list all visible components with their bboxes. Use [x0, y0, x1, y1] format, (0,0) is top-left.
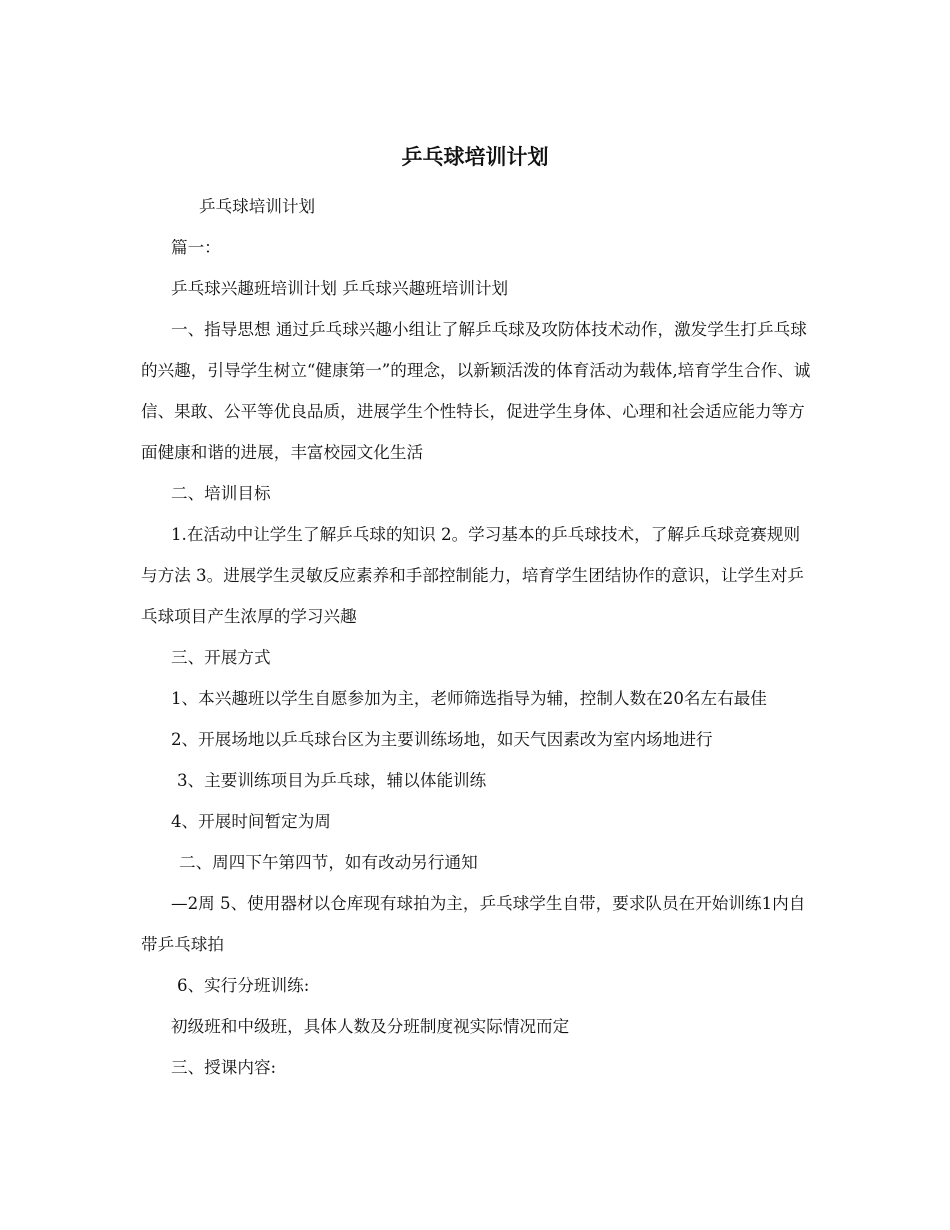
equipment-paragraph: —2周 5、使用器材以仓库现有球拍为主，乒乓球学生自带，要求队员在开始训练1内自带乒乓球拍 — [141, 894, 806, 954]
method-item-3: 3、主要训练项目为乒乓球，辅以体能训练 — [177, 771, 487, 790]
training-goals-paragraph: 1.在活动中让学生了解乒乓球的知识 2。学习基本的乒乓球技术，了解乒乓球竞赛规则与方法 3。进展学生灵敏反应素养和手部控制能力，培育学生团结协作的意识，让学生对乒乓球项目产生浓厚的学习兴趣 — [141, 525, 804, 626]
class-division-item: 6、实行分班训练: — [177, 976, 310, 995]
course-content-heading: 三、授课内容: — [171, 1058, 277, 1077]
training-goals-heading: 二、培训目标 — [171, 484, 271, 503]
methods-heading: 三、开展方式 — [171, 648, 271, 667]
method-item-1: 1、本兴趣班以学生自愿参加为主，老师筛选指导为辅，控制人数在20名左右最佳 — [171, 689, 767, 708]
subtitle-paragraph: 乒乓球培训计划 — [199, 197, 316, 216]
plan-heading: 乒乓球兴趣班培训计划 乒乓球兴趣班培训计划 — [171, 279, 509, 298]
class-division-detail: 初级班和中级班，具体人数及分班制度视实际情况而定 — [171, 1017, 570, 1036]
document-title: 乒乓球培训计划 — [401, 144, 549, 169]
guiding-thought-paragraph: 一、指导思想 通过乒乓球兴趣小组让了解乒乓球及攻防体技术动作，激发学生打乒乓球的兴趣，引导学生树立“健康第一”的理念，以新颖活泼的体育活动为载体,培育学生合作、诚信、果敢、公平等优良品质，进展学生个性特长，促进学生身体、心理和社会适应能力等方面健康和谐的进展，丰富校园文化生活 — [141, 320, 811, 462]
method-item-4: 4、开展时间暂定为周 — [171, 812, 331, 831]
document-body — [141, 186, 813, 1088]
schedule-note: 二、周四下午第四节，如有改动另行通知 — [179, 853, 478, 872]
method-item-2: 2、开展场地以乒乓球台区为主要训练场地，如天气因素改为室内场地进行 — [171, 730, 713, 749]
section-label: 篇一： — [171, 238, 221, 257]
